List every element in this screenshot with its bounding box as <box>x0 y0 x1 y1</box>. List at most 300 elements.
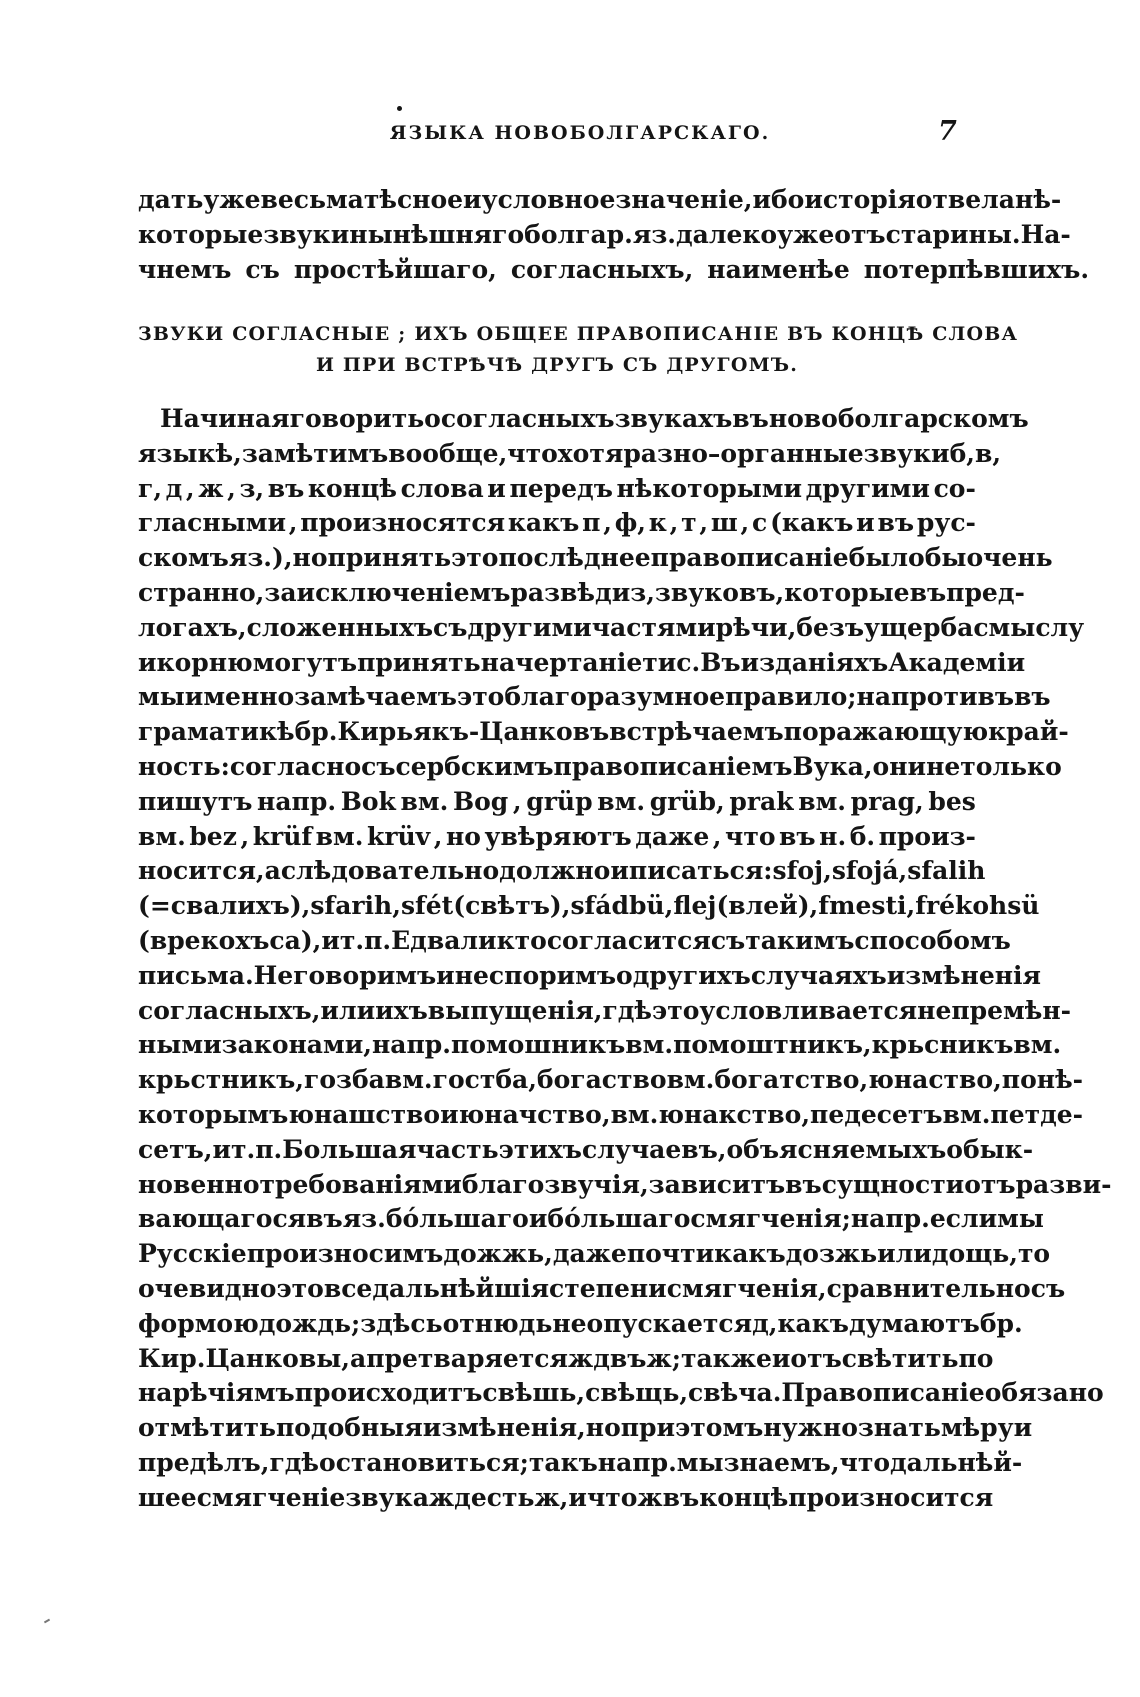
word: , <box>433 821 443 851</box>
word: Правописанiе <box>781 1378 985 1408</box>
word: гозба <box>304 1065 385 1095</box>
word: тѣсное <box>363 185 464 214</box>
word: Цанковъ <box>479 717 610 747</box>
word: напр. <box>371 1030 451 1060</box>
word: мы <box>676 1447 724 1477</box>
word: шее <box>138 1482 197 1512</box>
word: , <box>717 1134 727 1164</box>
section-heading-line: ЗВУКИ СОГЛАСНЫЕ ; ИХЪ ОБЩЕЕ ПРАВОПИСАНIЕ ВЪ КОНЦѢ СЛОВА <box>138 323 1019 345</box>
word: напр. <box>257 786 337 816</box>
word: свѣшь <box>482 1378 577 1408</box>
word: свѣтить <box>841 1343 959 1373</box>
word: вм. <box>666 1065 715 1095</box>
word: должно <box>499 856 611 886</box>
word: sfádbü, <box>570 891 674 921</box>
word: измѣненiя <box>886 960 1041 990</box>
word: т <box>681 508 697 538</box>
word: , <box>823 856 832 886</box>
word: принять <box>357 647 481 677</box>
text-line <box>138 925 1011 961</box>
word: и <box>440 1099 459 1129</box>
word: правописанiемъ <box>553 751 793 781</box>
word: не <box>552 1308 587 1338</box>
word: отъ <box>964 1169 1016 1199</box>
word: яз.), <box>228 543 293 573</box>
word: способомъ <box>854 925 1011 955</box>
text-line <box>138 1134 1034 1170</box>
word: и <box>138 647 157 677</box>
word: знаемъ <box>723 1447 831 1477</box>
word: согласныхъ, <box>510 254 694 284</box>
text-line <box>138 185 1062 220</box>
word: grüb, <box>649 786 725 816</box>
word: sfojá, <box>831 856 908 886</box>
text-line <box>138 1447 1023 1483</box>
word: вм. <box>384 1065 433 1095</box>
word: нѣ- <box>1015 185 1062 214</box>
word: вм. <box>625 1030 674 1060</box>
word: какъ <box>714 1239 786 1269</box>
word: дожжь, <box>443 1239 553 1269</box>
word: Кирьякъ <box>337 717 469 747</box>
text-line <box>138 787 976 822</box>
word: (свѣтъ), <box>453 891 571 921</box>
word: flej <box>673 891 717 921</box>
word: , <box>603 508 612 538</box>
word: напротивъ <box>856 682 1015 712</box>
word: нужно <box>763 1413 858 1443</box>
word: исторiя <box>804 185 916 214</box>
word: рус- <box>916 508 976 538</box>
word: условливается <box>699 995 918 1025</box>
word: разви- <box>1015 1169 1112 1199</box>
word: , <box>712 821 722 851</box>
word: и <box>436 960 455 990</box>
text-line <box>138 891 1040 926</box>
word: рѣчи, <box>715 612 797 642</box>
word: и <box>771 1343 791 1373</box>
text-line <box>138 543 1053 578</box>
text-line <box>138 822 976 857</box>
word: хотя <box>557 438 624 468</box>
word: т. <box>339 925 365 955</box>
word: , <box>240 821 250 851</box>
text-line <box>138 717 1069 752</box>
word: в <box>975 438 993 468</box>
word: поражающую <box>783 717 989 747</box>
word: которымъ <box>138 1099 289 1129</box>
word: сербскимъ <box>395 751 554 781</box>
word: з, <box>630 577 655 607</box>
word: объясняемыхъ <box>726 1134 947 1164</box>
word: звуковъ <box>654 577 776 607</box>
word: логахъ, <box>138 612 247 642</box>
word: которые <box>138 219 264 249</box>
word: произносится <box>788 1482 994 1512</box>
word: бóльшаго <box>547 1204 691 1234</box>
word: ибо <box>752 185 805 214</box>
word: юнашство <box>288 1099 441 1129</box>
word: мѣру <box>940 1413 1014 1443</box>
word: крьсникъ <box>871 1030 1014 1060</box>
word: въ <box>306 1204 343 1234</box>
body-paragraph <box>138 404 1112 1518</box>
word: вм. <box>400 786 449 816</box>
text-line <box>138 1030 1062 1065</box>
word: отвела <box>915 185 1016 214</box>
word: Вука <box>792 751 864 781</box>
word: концѣ <box>699 1482 789 1512</box>
word: помоштникъ <box>673 1030 863 1060</box>
word: также <box>680 1343 772 1373</box>
word: другихъ <box>632 960 751 990</box>
word: уже <box>203 185 261 214</box>
word: , <box>992 438 1002 468</box>
word: помошникъ <box>450 1030 626 1060</box>
word: не <box>454 960 489 990</box>
word: происходитъ <box>294 1378 483 1408</box>
word: согласныхъ <box>440 404 615 433</box>
word: , <box>255 856 265 886</box>
word: дальнѣйшiя <box>372 1273 550 1303</box>
text-line <box>138 960 1041 996</box>
word: жд <box>568 1343 610 1373</box>
word: д <box>165 473 183 503</box>
word: согласно <box>229 751 362 781</box>
word: въ <box>909 577 947 607</box>
word: о <box>616 960 633 990</box>
text-line <box>138 438 1002 474</box>
word: наименѣе <box>707 254 850 284</box>
word: обязано <box>984 1378 1104 1408</box>
word: гласными <box>138 508 286 538</box>
word: вм. <box>597 786 646 816</box>
word: развѣ <box>510 577 596 607</box>
word: что <box>725 821 776 851</box>
word: fmesti, <box>818 891 916 921</box>
word: случаевъ <box>581 1134 718 1164</box>
word: есть <box>470 1482 535 1512</box>
word: въ <box>732 404 769 433</box>
word: и <box>856 508 875 538</box>
word: смягченiе <box>196 1482 346 1512</box>
word: концѣ <box>307 473 397 503</box>
word: значенiе, <box>615 185 753 214</box>
word: какъ <box>777 1308 849 1338</box>
text-line <box>138 577 1025 613</box>
word: законами <box>221 1030 364 1060</box>
word: т. <box>231 1134 256 1164</box>
word: весьма <box>260 185 364 214</box>
word: нынѣшняго <box>349 219 525 249</box>
word: пишутъ <box>138 786 253 816</box>
word: , <box>669 508 679 538</box>
word: которые <box>784 577 910 607</box>
word: край- <box>988 717 1069 747</box>
word: было <box>848 543 925 573</box>
section-heading-line: И ПРИ ВСТРѢЧѢ ДРУГЪ СЪ ДРУГОМЪ. <box>315 354 799 376</box>
word: опускается <box>586 1308 753 1338</box>
word: разно–органные <box>623 438 864 468</box>
word: и <box>568 1482 587 1512</box>
word: если <box>929 1204 998 1234</box>
word: языкѣ <box>138 438 234 468</box>
word: krüv <box>367 821 431 851</box>
word: передъ <box>509 473 613 503</box>
word: все <box>323 1273 373 1303</box>
word: въ <box>779 821 816 851</box>
word: сложенныхъ <box>246 612 434 642</box>
word: петде- <box>990 1099 1084 1129</box>
word: вм. <box>1013 1030 1062 1060</box>
word: bez <box>189 821 237 851</box>
word: вообще <box>388 438 499 468</box>
word: сетъ, <box>138 1134 213 1164</box>
word: другими <box>467 612 592 642</box>
word: sü <box>1007 891 1040 921</box>
word: яз. <box>342 1204 386 1234</box>
word: по <box>958 1343 994 1373</box>
word: ными <box>138 1030 222 1060</box>
word: съ <box>433 612 468 642</box>
word: писаться: <box>628 856 773 886</box>
word: смыслу <box>973 612 1085 642</box>
word: бы <box>924 543 967 573</box>
word: т <box>642 647 658 677</box>
word: дать <box>138 185 204 214</box>
word: съ <box>710 925 746 955</box>
word: замѣтимъ <box>241 438 389 468</box>
word: здѣсь <box>360 1308 443 1338</box>
word: могутъ <box>252 647 358 677</box>
word: prak <box>729 786 794 816</box>
word: , <box>233 438 242 468</box>
word: благозвучiя, <box>461 1169 649 1199</box>
word: очевидно <box>138 1273 277 1303</box>
word: этомъ <box>675 1413 764 1443</box>
word: правописанiе <box>650 543 849 573</box>
word: д <box>752 1308 769 1338</box>
word: а <box>264 856 281 886</box>
word: новенно <box>138 1169 260 1199</box>
word: жд <box>428 1482 471 1512</box>
word: вм. <box>138 821 186 851</box>
word: благоразумное <box>504 682 726 712</box>
word: произносимъ <box>246 1239 444 1269</box>
word: смягченiя; <box>690 1204 851 1234</box>
text-line <box>138 1308 1023 1344</box>
word: , <box>966 438 976 468</box>
word: другими <box>805 473 930 503</box>
word: , <box>830 1447 840 1477</box>
text-line <box>138 1099 1084 1135</box>
word: Едвали <box>391 925 497 955</box>
word: встрѣчаемъ <box>609 717 784 747</box>
word: граматикѣ <box>138 717 295 747</box>
word: что <box>507 438 558 468</box>
word: (влей), <box>716 891 819 921</box>
word: гдѣ <box>602 995 653 1025</box>
word: дальнѣй- <box>890 1447 1023 1477</box>
word: корню <box>156 647 253 677</box>
word: Академiи <box>888 647 1026 677</box>
word: бóльшаго <box>385 1204 529 1234</box>
word: и <box>1013 1413 1033 1443</box>
word: свѣщь <box>585 1378 680 1408</box>
word: , <box>801 1099 811 1129</box>
word: и <box>610 856 629 886</box>
word: с. <box>676 647 701 677</box>
text-line <box>138 856 986 891</box>
word: Русскiе <box>138 1239 247 1269</box>
text-line <box>138 1065 1084 1100</box>
word: и <box>528 1204 548 1234</box>
word: Не <box>253 960 294 990</box>
word: далеко <box>675 219 778 249</box>
word: sfét <box>400 891 454 921</box>
word: ф, <box>614 508 646 538</box>
word: с <box>752 508 768 538</box>
word: ж <box>637 1482 663 1512</box>
word: , <box>775 577 785 607</box>
word: требованiями <box>259 1169 462 1199</box>
word: вм. <box>942 1099 991 1129</box>
word: са), <box>269 925 322 955</box>
word: обык- <box>946 1134 1034 1164</box>
word: п. <box>364 925 392 955</box>
word: правило; <box>725 682 857 712</box>
word: почти <box>626 1239 715 1269</box>
word: - <box>468 717 480 747</box>
word: вающагося <box>138 1204 307 1234</box>
word: въ <box>1014 682 1051 712</box>
word: з, <box>239 473 265 503</box>
word: формою <box>138 1308 259 1338</box>
word: ущерба <box>864 612 974 642</box>
text-line <box>138 1169 1112 1205</box>
word: мы <box>138 682 185 712</box>
word: гостба, <box>432 1065 537 1095</box>
text-line <box>138 474 976 509</box>
word: вм. <box>798 786 846 816</box>
word: Bok <box>340 786 396 816</box>
word: предѣлъ <box>138 1447 261 1477</box>
text-line <box>138 404 1029 439</box>
word: письма. <box>138 960 254 990</box>
word: это <box>652 995 700 1025</box>
word: prag, <box>850 786 924 816</box>
word: зависитъ <box>648 1169 786 1199</box>
word: за <box>264 577 297 607</box>
word: , <box>593 995 603 1025</box>
word: или <box>877 1239 932 1269</box>
word: сущности <box>821 1169 965 1199</box>
word: юначство, <box>458 1099 611 1129</box>
word: даже <box>552 1239 627 1269</box>
word: дощь <box>931 1239 1010 1269</box>
word: по <box>1001 1065 1037 1095</box>
text-line <box>138 1204 1044 1239</box>
word: krüf <box>252 821 313 851</box>
word: grüp <box>526 786 593 816</box>
word: п <box>582 508 601 538</box>
word: со- <box>933 473 976 503</box>
word: они <box>872 751 927 781</box>
word: и <box>321 925 340 955</box>
text-line <box>138 751 1062 787</box>
word: свѣча. <box>688 1378 782 1408</box>
word: дозжь <box>785 1239 878 1269</box>
word: очень <box>966 543 1053 573</box>
word: отъ <box>834 219 886 249</box>
word: дождь; <box>258 1308 361 1338</box>
word: смягченiя <box>666 1273 818 1303</box>
word: какъ <box>507 508 580 538</box>
word: Цанковы, <box>205 1343 350 1373</box>
word: съ <box>361 751 396 781</box>
word: произносятся <box>300 508 506 538</box>
word: ж; <box>646 1343 681 1373</box>
word: простѣйшаго, <box>293 254 497 284</box>
word: но <box>292 543 328 573</box>
word: съ <box>245 254 280 284</box>
word: педесетъ <box>810 1099 943 1129</box>
word: замѣчаемъ <box>294 682 457 712</box>
text-line <box>138 1413 1033 1448</box>
word: отмѣтить <box>138 1413 276 1443</box>
word: непремѣн- <box>917 995 1071 1025</box>
word: слова <box>400 473 484 503</box>
word: , <box>576 1378 586 1408</box>
word: даже <box>635 821 710 851</box>
word: , <box>817 1273 827 1303</box>
word: звукахъ <box>614 404 733 433</box>
section-heading <box>138 323 1019 385</box>
word: говорить <box>289 404 425 433</box>
word: , <box>577 1413 586 1443</box>
word: знать <box>857 1413 941 1443</box>
word: то <box>1017 1239 1051 1269</box>
word: и <box>487 473 506 503</box>
word: На- <box>1020 219 1071 249</box>
word: юнакство <box>658 1099 802 1129</box>
word: звука <box>345 1482 429 1512</box>
word: нетолько <box>926 751 1062 781</box>
word: (врекохъ <box>138 925 270 955</box>
word: бр. <box>979 1308 1023 1338</box>
word: ж <box>198 473 224 503</box>
word: старины. <box>885 219 1021 249</box>
word: юнаство, <box>868 1065 1002 1095</box>
word: этихъ <box>498 1134 582 1164</box>
word: , <box>363 1030 372 1060</box>
running-head: ЯЗЫКА НОВОБОЛГАРСКАГО. <box>389 122 771 144</box>
text-line <box>138 612 1085 648</box>
word: нарѣчiямъ <box>138 1378 295 1408</box>
word: именно <box>184 682 295 712</box>
word: напр. <box>850 1204 930 1234</box>
word: степени <box>549 1273 667 1303</box>
word: потерпѣвшихъ. <box>863 254 1090 284</box>
word: скомъ <box>138 543 229 573</box>
text-line <box>138 995 1071 1031</box>
text-line <box>138 1343 994 1379</box>
word: г, <box>138 473 163 503</box>
word: такимъ <box>745 925 855 955</box>
word: изданiяхъ <box>740 647 889 677</box>
word: въ <box>785 1169 822 1199</box>
word: гдѣ <box>269 1447 320 1477</box>
